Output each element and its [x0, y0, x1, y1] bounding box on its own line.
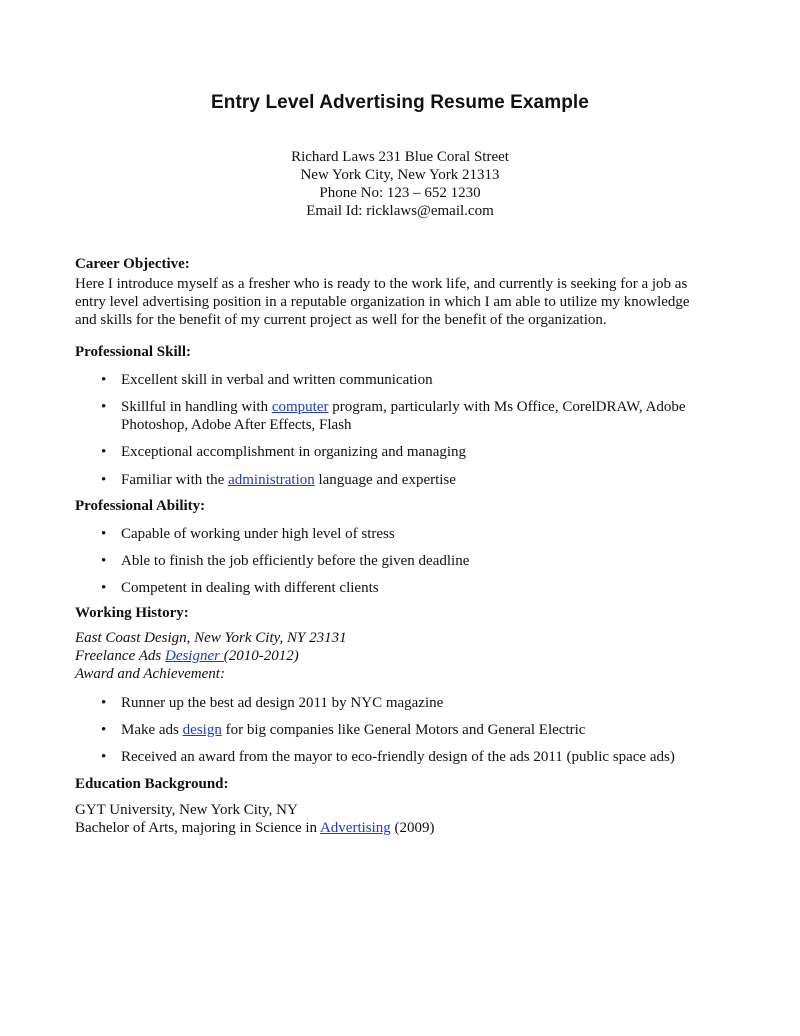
list-item: • Runner up the best ad design 2011 by NYC magazine: [101, 695, 444, 711]
list-item: • Received an award from the mayor to eco-friendly design of the ads 2011 (public space ads): [101, 749, 675, 765]
professional-skill-section: [75, 343, 735, 361]
company-line: East Coast Design, New York City, NY 23131: [75, 630, 347, 646]
ability-list: [75, 525, 735, 543]
bullet-icon: •: [101, 580, 107, 596]
ability-list: [75, 579, 735, 597]
objective-line: Here I introduce myself as a fresher who is ready to the work life, and currently is seeking for a job as: [75, 276, 688, 292]
working-history-section: [75, 604, 735, 683]
contact-email: Email Id: ricklaws@email.com: [306, 203, 494, 219]
bullet-icon: •: [101, 695, 107, 711]
contact-phone: Phone No: 123 – 652 1230: [319, 185, 481, 201]
document-title: Entry Level Advertising Resume Example: [211, 92, 589, 113]
list-item: • Skillful in handling with computer program, particularly with Ms Office, CorelDRAW, Adobe Photoshop, Adobe After Effects, Flash: [101, 399, 686, 433]
section-heading: Education Background:: [75, 776, 229, 792]
contact-block: [0, 148, 800, 220]
degree-line: Bachelor of Arts, majoring in Science in Advertising (2009): [75, 820, 435, 836]
list-item: • Able to finish the job efficiently before the given deadline: [101, 553, 470, 569]
bullet-icon: •: [101, 372, 107, 388]
bullet-icon: •: [101, 526, 107, 542]
section-heading: Professional Ability:: [75, 498, 206, 514]
list-item: • Exceptional accomplishment in organizing and managing: [101, 444, 467, 460]
list-item: • Excellent skill in verbal and written communication: [101, 372, 433, 388]
career-objective-section: [75, 255, 735, 329]
section-heading: Working History:: [75, 605, 189, 621]
list-item: • Familiar with the administration language and expertise: [101, 472, 456, 488]
award-label: Award and Achievement:: [75, 666, 225, 682]
objective-line: entry level advertising position in a reputable organization in which I am able to utilize my knowledge: [75, 294, 690, 310]
contact-city: New York City, New York 21313: [300, 167, 500, 183]
skill-list: [75, 371, 735, 389]
bullet-icon: •: [101, 472, 107, 488]
skill-list: [75, 471, 735, 489]
award-list: [75, 721, 735, 739]
skill-list: [75, 398, 735, 434]
bullet-icon: •: [101, 722, 107, 738]
role-line: Freelance Ads Designer (2010-2012): [75, 648, 299, 664]
ability-list: [75, 552, 735, 570]
design-link[interactable]: design: [182, 722, 222, 738]
list-item: • Capable of working under high level of stress: [101, 526, 395, 542]
award-list: [75, 748, 735, 766]
list-item: • Competent in dealing with different clients: [101, 580, 379, 596]
advertising-link[interactable]: Advertising: [319, 820, 391, 836]
contact-name-address: Richard Laws 231 Blue Coral Street: [291, 149, 509, 165]
skill-list: [75, 443, 735, 461]
administration-link[interactable]: administration: [228, 472, 315, 488]
computer-link[interactable]: computer: [271, 399, 329, 415]
professional-ability-section: [75, 497, 735, 515]
objective-line: and skills for the benefit of my current project as well for the benefit of the organization.: [75, 312, 607, 328]
bullet-icon: •: [101, 749, 107, 765]
list-item: • Make ads design for big companies like General Motors and General Electric: [101, 722, 586, 738]
section-heading: Professional Skill:: [75, 344, 191, 360]
section-heading: Career Objective:: [75, 256, 190, 272]
award-list: [75, 694, 735, 712]
bullet-icon: •: [101, 444, 107, 460]
university-line: GYT University, New York City, NY: [75, 802, 298, 818]
designer-link[interactable]: Designer: [164, 648, 224, 664]
bullet-icon: •: [101, 399, 107, 415]
education-section: [75, 775, 735, 837]
bullet-icon: •: [101, 553, 107, 569]
